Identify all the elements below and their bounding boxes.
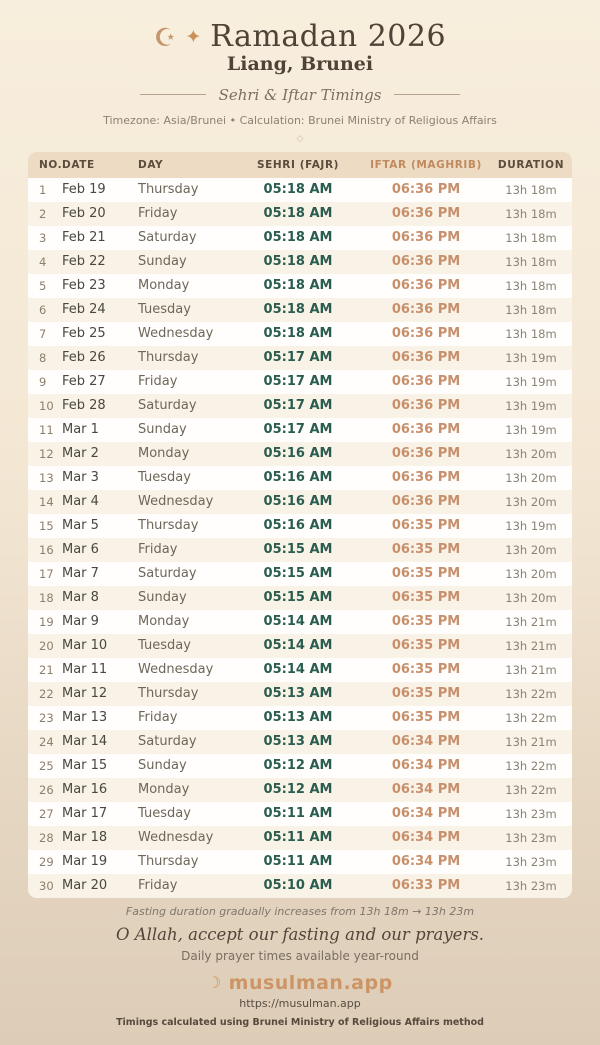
table-row <box>28 250 572 274</box>
cell-iftar: 06:36 PM <box>391 326 461 342</box>
cell-no: 5 <box>39 278 47 293</box>
cell-sehri: 05:15 AM <box>263 542 333 558</box>
cell-duration: 13h 20m <box>505 446 557 461</box>
table-row <box>28 826 572 850</box>
year-round-note: Daily prayer times available year-round <box>181 948 419 963</box>
cell-sehri: 05:16 AM <box>263 470 333 486</box>
cell-iftar: 06:35 PM <box>391 686 461 702</box>
table-row <box>28 754 572 778</box>
cell-iftar: 06:34 PM <box>391 758 461 774</box>
cell-no: 4 <box>39 254 47 269</box>
cell-iftar: 06:35 PM <box>391 662 461 678</box>
cell-no: 3 <box>39 230 47 245</box>
cell-date: Mar 5 <box>62 518 99 534</box>
cell-day: Tuesday <box>138 302 191 318</box>
cell-no: 18 <box>39 590 54 605</box>
table-row <box>28 346 572 370</box>
table-row <box>28 178 572 202</box>
cell-iftar: 06:36 PM <box>391 302 461 318</box>
cell-duration: 13h 18m <box>505 302 557 317</box>
cell-day: Friday <box>138 542 178 558</box>
cell-no: 28 <box>39 830 54 845</box>
cell-iftar: 06:34 PM <box>391 830 461 846</box>
column-header-no: NO. <box>39 158 63 171</box>
cell-iftar: 06:34 PM <box>391 734 461 750</box>
cell-date: Feb 22 <box>62 254 106 270</box>
cell-no: 23 <box>39 710 54 725</box>
column-header-duration: DURATION <box>497 158 565 171</box>
cell-iftar: 06:36 PM <box>391 182 461 198</box>
cell-no: 11 <box>39 422 54 437</box>
cell-iftar: 06:35 PM <box>391 638 461 654</box>
divider-line-left <box>140 94 206 95</box>
cell-duration: 13h 20m <box>505 494 557 509</box>
cell-sehri: 05:11 AM <box>263 830 333 846</box>
sparkle-icon: ✦ <box>185 25 202 48</box>
table-row <box>28 298 572 322</box>
cell-day: Monday <box>138 782 190 798</box>
table-row <box>28 682 572 706</box>
cell-day: Monday <box>138 446 190 462</box>
cell-sehri: 05:17 AM <box>263 350 333 366</box>
table-row <box>28 490 572 514</box>
diamond-ornament-icon: ◇ <box>296 133 304 144</box>
cell-date: Feb 26 <box>62 350 106 366</box>
cell-date: Feb 19 <box>62 182 106 198</box>
cell-duration: 13h 23m <box>505 854 557 869</box>
cell-no: 10 <box>39 398 54 413</box>
cell-iftar: 06:36 PM <box>391 470 461 486</box>
cell-no: 8 <box>39 350 47 365</box>
cell-sehri: 05:12 AM <box>263 782 333 798</box>
cell-duration: 13h 18m <box>505 278 557 293</box>
cell-no: 13 <box>39 470 54 485</box>
table-row <box>28 466 572 490</box>
table-row <box>28 562 572 586</box>
cell-day: Thursday <box>138 686 199 702</box>
cell-day: Friday <box>138 374 178 390</box>
cell-duration: 13h 20m <box>505 566 557 581</box>
cell-no: 24 <box>39 734 54 749</box>
cell-sehri: 05:14 AM <box>263 662 333 678</box>
cell-day: Friday <box>138 206 178 222</box>
table-row <box>28 610 572 634</box>
cell-duration: 13h 20m <box>505 590 557 605</box>
table-row <box>28 586 572 610</box>
cell-duration: 13h 23m <box>505 806 557 821</box>
cell-sehri: 05:18 AM <box>263 206 333 222</box>
table-row <box>28 658 572 682</box>
table-row <box>28 226 572 250</box>
cell-sehri: 05:13 AM <box>263 710 333 726</box>
cell-duration: 13h 18m <box>505 230 557 245</box>
column-header-date: DATE <box>62 158 95 171</box>
cell-duration: 13h 23m <box>505 878 557 893</box>
cell-no: 19 <box>39 614 54 629</box>
cell-iftar: 06:36 PM <box>391 446 461 462</box>
cell-duration: 13h 19m <box>505 374 557 389</box>
cell-date: Mar 18 <box>62 830 108 846</box>
cell-date: Feb 28 <box>62 398 106 414</box>
cell-duration: 13h 19m <box>505 398 557 413</box>
cell-date: Mar 17 <box>62 806 108 822</box>
cell-date: Feb 27 <box>62 374 106 390</box>
cell-iftar: 06:35 PM <box>391 542 461 558</box>
cell-day: Wednesday <box>138 830 214 846</box>
cell-day: Thursday <box>138 350 199 366</box>
cell-day: Saturday <box>138 398 197 414</box>
cell-date: Feb 24 <box>62 302 106 318</box>
cell-no: 20 <box>39 638 54 653</box>
cell-date: Mar 15 <box>62 758 108 774</box>
timings-table-body <box>28 178 572 898</box>
cell-no: 9 <box>39 374 47 389</box>
cell-day: Sunday <box>138 422 187 438</box>
cell-day: Tuesday <box>138 638 191 654</box>
cell-sehri: 05:11 AM <box>263 806 333 822</box>
cell-iftar: 06:35 PM <box>391 614 461 630</box>
cell-no: 14 <box>39 494 54 509</box>
fasting-duration-note: Fasting duration gradually increases from 13h 18m → 13h 23m <box>125 904 475 918</box>
cell-date: Feb 21 <box>62 230 106 246</box>
cell-date: Mar 16 <box>62 782 108 798</box>
cell-iftar: 06:33 PM <box>391 878 461 894</box>
cell-duration: 13h 18m <box>505 326 557 341</box>
cell-day: Saturday <box>138 230 197 246</box>
timezone-calculation-meta: Timezone: Asia/Brunei • Calculation: Brunei Ministry of Religious Affairs <box>103 113 497 127</box>
cell-date: Feb 25 <box>62 326 106 342</box>
dua-text: O Allah, accept our fasting and our prayers. <box>115 924 485 944</box>
cell-duration: 13h 21m <box>505 734 557 749</box>
cell-duration: 13h 19m <box>505 518 557 533</box>
cell-duration: 13h 21m <box>505 614 557 629</box>
cell-date: Mar 14 <box>62 734 108 750</box>
cell-day: Wednesday <box>138 662 214 678</box>
cell-date: Mar 10 <box>62 638 108 654</box>
table-row <box>28 370 572 394</box>
cell-sehri: 05:18 AM <box>263 230 333 246</box>
cell-no: 21 <box>39 662 54 677</box>
cell-sehri: 05:13 AM <box>263 734 333 750</box>
cell-day: Wednesday <box>138 326 214 342</box>
cell-day: Tuesday <box>138 806 191 822</box>
cell-date: Mar 3 <box>62 470 99 486</box>
cell-no: 2 <box>39 206 47 221</box>
subtitle: Sehri & Iftar Timings <box>218 85 382 104</box>
table-row <box>28 850 572 874</box>
cell-sehri: 05:10 AM <box>263 878 333 894</box>
cell-date: Mar 6 <box>62 542 99 558</box>
brand-url[interactable]: https://musulman.app <box>239 996 361 1010</box>
cell-day: Thursday <box>138 518 199 534</box>
cell-no: 22 <box>39 686 54 701</box>
cell-sehri: 05:15 AM <box>263 566 333 582</box>
cell-sehri: 05:11 AM <box>263 854 333 870</box>
cell-duration: 13h 21m <box>505 662 557 677</box>
cell-no: 1 <box>39 182 47 197</box>
calculation-method-note: Timings calculated using Brunei Ministry of Religious Affairs method <box>116 1016 484 1028</box>
brand-row[interactable] <box>0 972 600 994</box>
page-footer <box>0 905 600 1028</box>
cell-iftar: 06:36 PM <box>391 398 461 414</box>
cell-iftar: 06:36 PM <box>391 206 461 222</box>
cell-sehri: 05:18 AM <box>263 254 333 270</box>
table-row <box>28 874 572 898</box>
cell-day: Monday <box>138 614 190 630</box>
cell-duration: 13h 18m <box>505 206 557 221</box>
cell-duration: 13h 21m <box>505 638 557 653</box>
table-row <box>28 514 572 538</box>
crescent-icon: ☾ <box>207 972 222 992</box>
cell-date: Mar 2 <box>62 446 99 462</box>
cell-sehri: 05:13 AM <box>263 686 333 702</box>
cell-date: Mar 20 <box>62 878 108 894</box>
table-row <box>28 802 572 826</box>
cell-sehri: 05:16 AM <box>263 494 333 510</box>
table-row <box>28 394 572 418</box>
cell-date: Feb 23 <box>62 278 106 294</box>
cell-date: Mar 13 <box>62 710 108 726</box>
crescent-star-icon: ☪ <box>153 22 177 52</box>
cell-sehri: 05:12 AM <box>263 758 333 774</box>
cell-day: Thursday <box>138 182 199 198</box>
table-row <box>28 706 572 730</box>
title-row <box>0 19 600 54</box>
table-row <box>28 202 572 226</box>
cell-iftar: 06:35 PM <box>391 518 461 534</box>
column-header-sehri: SEHRI (FAJR) <box>256 158 340 171</box>
cell-duration: 13h 22m <box>505 782 557 797</box>
cell-day: Sunday <box>138 254 187 270</box>
cell-iftar: 06:36 PM <box>391 350 461 366</box>
cell-iftar: 06:34 PM <box>391 782 461 798</box>
cell-day: Sunday <box>138 590 187 606</box>
page-header <box>0 0 600 144</box>
cell-sehri: 05:16 AM <box>263 518 333 534</box>
cell-day: Saturday <box>138 734 197 750</box>
cell-sehri: 05:14 AM <box>263 638 333 654</box>
cell-sehri: 05:18 AM <box>263 182 333 198</box>
divider-line-right <box>394 94 460 95</box>
cell-no: 26 <box>39 782 54 797</box>
cell-iftar: 06:35 PM <box>391 710 461 726</box>
cell-sehri: 05:14 AM <box>263 614 333 630</box>
cell-iftar: 06:35 PM <box>391 566 461 582</box>
cell-no: 30 <box>39 878 54 893</box>
cell-iftar: 06:36 PM <box>391 278 461 294</box>
column-header-day: DAY <box>138 158 164 171</box>
table-row <box>28 538 572 562</box>
cell-sehri: 05:17 AM <box>263 398 333 414</box>
cell-iftar: 06:35 PM <box>391 590 461 606</box>
cell-iftar: 06:36 PM <box>391 230 461 246</box>
cell-iftar: 06:36 PM <box>391 422 461 438</box>
timings-table-card <box>28 152 572 898</box>
cell-date: Mar 4 <box>62 494 99 510</box>
cell-duration: 13h 22m <box>505 710 557 725</box>
table-row <box>28 634 572 658</box>
page-title: Ramadan 2026 <box>210 19 447 54</box>
table-row <box>28 778 572 802</box>
cell-sehri: 05:17 AM <box>263 422 333 438</box>
cell-day: Tuesday <box>138 470 191 486</box>
cell-date: Mar 19 <box>62 854 108 870</box>
cell-duration: 13h 20m <box>505 470 557 485</box>
cell-no: 27 <box>39 806 54 821</box>
cell-duration: 13h 19m <box>505 350 557 365</box>
cell-day: Saturday <box>138 566 197 582</box>
cell-day: Thursday <box>138 854 199 870</box>
cell-date: Mar 8 <box>62 590 99 606</box>
cell-no: 25 <box>39 758 54 773</box>
cell-day: Monday <box>138 278 190 294</box>
cell-no: 16 <box>39 542 54 557</box>
cell-duration: 13h 20m <box>505 542 557 557</box>
cell-no: 15 <box>39 518 54 533</box>
cell-iftar: 06:34 PM <box>391 806 461 822</box>
cell-date: Mar 12 <box>62 686 108 702</box>
cell-iftar: 06:36 PM <box>391 254 461 270</box>
table-row <box>28 442 572 466</box>
table-row <box>28 730 572 754</box>
cell-sehri: 05:16 AM <box>263 446 333 462</box>
cell-duration: 13h 18m <box>505 254 557 269</box>
subtitle-row <box>0 86 600 104</box>
location-title: Liang, Brunei <box>226 53 374 75</box>
cell-iftar: 06:36 PM <box>391 374 461 390</box>
cell-date: Mar 1 <box>62 422 99 438</box>
cell-no: 12 <box>39 446 54 461</box>
cell-iftar: 06:34 PM <box>391 854 461 870</box>
column-header-iftar: IFTAR (MAGHRIB) <box>370 158 482 171</box>
cell-no: 7 <box>39 326 47 341</box>
cell-duration: 13h 22m <box>505 758 557 773</box>
timings-table <box>28 152 572 898</box>
cell-date: Mar 11 <box>62 662 108 678</box>
table-header-row <box>28 152 572 178</box>
cell-sehri: 05:15 AM <box>263 590 333 606</box>
cell-duration: 13h 22m <box>505 686 557 701</box>
cell-day: Friday <box>138 710 178 726</box>
cell-day: Sunday <box>138 758 187 774</box>
table-row <box>28 274 572 298</box>
brand-name[interactable]: musulman.app <box>228 971 393 994</box>
table-row <box>28 418 572 442</box>
cell-iftar: 06:36 PM <box>391 494 461 510</box>
cell-day: Wednesday <box>138 494 214 510</box>
cell-date: Mar 9 <box>62 614 99 630</box>
cell-sehri: 05:18 AM <box>263 326 333 342</box>
cell-sehri: 05:18 AM <box>263 302 333 318</box>
cell-date: Feb 20 <box>62 206 106 222</box>
table-row <box>28 322 572 346</box>
cell-no: 17 <box>39 566 54 581</box>
cell-date: Mar 7 <box>62 566 99 582</box>
cell-sehri: 05:17 AM <box>263 374 333 390</box>
cell-duration: 13h 19m <box>505 422 557 437</box>
cell-duration: 13h 23m <box>505 830 557 845</box>
cell-duration: 13h 18m <box>505 182 557 197</box>
table-header <box>28 152 572 178</box>
cell-sehri: 05:18 AM <box>263 278 333 294</box>
cell-no: 29 <box>39 854 54 869</box>
cell-day: Friday <box>138 878 178 894</box>
cell-no: 6 <box>39 302 47 317</box>
